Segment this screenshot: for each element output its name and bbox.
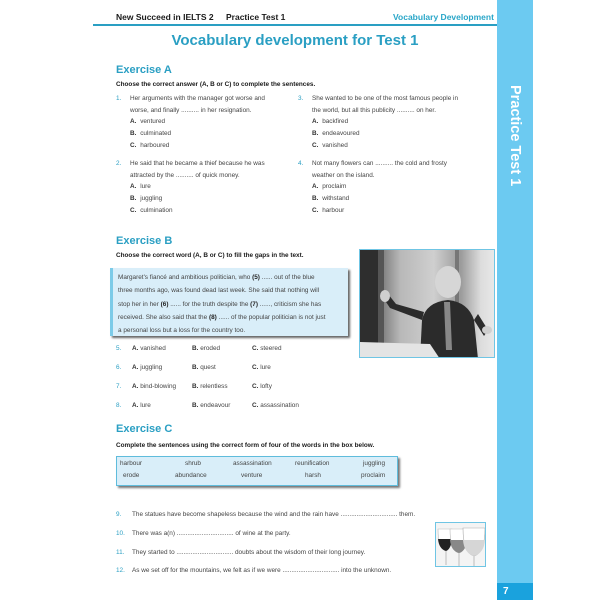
exercise-c-instruction: Complete the sentences using the correct form of four of the words in the box below.	[116, 442, 375, 449]
question-3	[298, 93, 488, 152]
word: erode	[123, 472, 140, 479]
option-a[interactable]: A. backfired	[312, 118, 349, 126]
word: abundance	[175, 472, 207, 479]
word-box	[116, 456, 398, 486]
question-text: worse, and finally .......... in her resignation.	[130, 106, 252, 114]
question-number: 4.	[298, 160, 304, 167]
option-b[interactable]: B. relentless	[192, 383, 228, 390]
word: venture	[241, 472, 263, 479]
exercise-b-passage	[110, 268, 348, 336]
speaker-photo	[359, 249, 495, 358]
option-c[interactable]: C. lure	[252, 364, 271, 371]
exercise-a-instruction: Choose the correct answer (A, B or C) to complete the sentences.	[116, 81, 316, 88]
question-text: Her arguments with the manager got worse and	[130, 95, 265, 102]
question-text: He said that he became a thief because he was	[130, 160, 265, 167]
header-topic: Vocabulary Development	[393, 12, 494, 22]
question-1	[116, 93, 296, 152]
option-a[interactable]: A. ventured	[130, 118, 166, 126]
exercise-b-title: Exercise B	[116, 235, 173, 247]
question-number: 1.	[116, 95, 122, 102]
passage-line: stop her in her (6) ...... for the truth despite the (7) ......, criticism she has	[118, 300, 322, 308]
passage-line: Margaret's fiancé and ambitious politician, who (5) ...... out of the blue	[118, 274, 315, 281]
question-text: attracted by the .......... of quick money.	[130, 171, 240, 179]
page-title: Vocabulary development for Test 1	[171, 32, 419, 49]
exercise-c-title: Exercise C	[116, 423, 173, 435]
speaker-illustration	[360, 250, 495, 358]
word: proclaim	[361, 472, 386, 479]
option-c[interactable]: C. harboured	[130, 141, 170, 149]
option-c[interactable]: C. assassination	[252, 402, 299, 409]
header-divider	[93, 24, 497, 26]
option-a[interactable]: A. bind-blowing	[132, 383, 177, 390]
item-row: 7. A. bind-blowing B. relentless C. lofty	[116, 383, 272, 390]
page-number: 7	[497, 583, 533, 600]
word: harbour	[120, 460, 143, 467]
option-c[interactable]: C. lofty	[252, 383, 272, 390]
item-row: 6. A. juggling B. quest C. lure	[116, 364, 271, 371]
option-a[interactable]: A. proclaim	[312, 183, 347, 191]
option-a[interactable]: A. lure	[130, 183, 151, 191]
side-tab	[497, 0, 533, 583]
passage-line: a personal loss but a loss for the country too.	[118, 327, 246, 335]
item-row: 5. A. vanished B. eroded C. steered	[116, 345, 282, 352]
exercise-b-instruction: Choose the correct word (A, B or C) to fill the gaps in the text.	[116, 252, 304, 259]
item-row: 8. A. lure B. endeavour C. assassination	[116, 402, 299, 409]
question-number: 3.	[298, 95, 304, 102]
question-text: weather on the island.	[312, 171, 375, 179]
exercise-a-title: Exercise A	[116, 64, 172, 76]
option-a[interactable]: A. juggling	[132, 364, 163, 371]
option-c[interactable]: C. vanished	[312, 141, 348, 149]
wine-glasses-photo	[435, 522, 486, 567]
question-2	[116, 158, 296, 217]
question-number: 2.	[116, 160, 122, 167]
option-b[interactable]: B. juggling	[130, 195, 163, 203]
word: harsh	[305, 472, 321, 479]
word: reunification	[295, 460, 330, 467]
option-c[interactable]: C. culmination	[130, 206, 173, 214]
option-a[interactable]: A. vanished	[132, 345, 166, 352]
option-b[interactable]: B. culminated	[130, 130, 172, 138]
word: assassination	[233, 460, 272, 467]
option-b[interactable]: B. endeavour	[192, 402, 231, 409]
section-label: Practice Test 1	[226, 12, 286, 22]
option-a[interactable]: A. lure	[132, 402, 151, 409]
side-tab-label: Practice Test 1	[507, 85, 523, 187]
question-text: She wanted to be one of the most famous people in	[312, 95, 459, 102]
word: juggling	[363, 460, 386, 467]
question-text: the world, but all this publicity .......... on her.	[312, 106, 436, 114]
option-c[interactable]: C. harbour	[312, 206, 345, 214]
option-b[interactable]: B. quest	[192, 364, 216, 371]
question-text: Not many flowers can .......... the cold and frosty	[312, 160, 447, 167]
word: shrub	[185, 460, 201, 467]
running-header	[116, 12, 285, 22]
passage-line: received. She also said that the (8) ...... of the popular politician is not just	[118, 313, 326, 321]
book-title: New Succeed in IELTS 2	[116, 12, 214, 22]
option-b[interactable]: B. endeavoured	[312, 130, 360, 138]
option-c[interactable]: C. steered	[252, 345, 282, 352]
option-b[interactable]: B. eroded	[192, 345, 221, 352]
option-b[interactable]: B. withstand	[312, 195, 350, 203]
wine-glass-icon	[436, 523, 486, 567]
question-4	[298, 158, 488, 217]
passage-line: three months ago, was found dead last week. She said that nothing will	[118, 287, 320, 295]
